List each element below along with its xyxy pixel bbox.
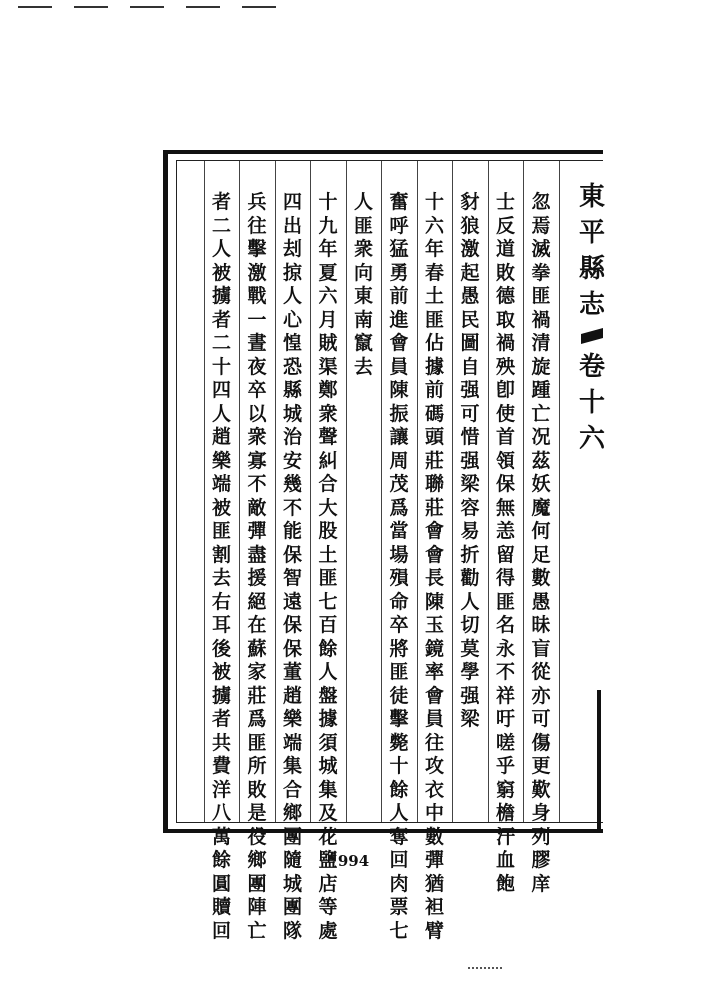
text-column: 士 反 道 敗 德 取 禍 殃 卽 使 首 領 保 無 恙 留 得 匪 名 永 不 祥 吁 嗟 乎 窮 檐 汗 血 飽 [495,191,515,895]
text-column: 十 九 年 夏 六 月 賊 渠 鄭 衆 聲 糾 合 大 股 土 匪 七 百 餘 人 盤 據 須 城 集 及 花 鹽 店 等 處 [318,191,338,942]
text-column: 忽 焉 滅 拳 匪 禍 清 旋 踵 亡 况 茲 妖 魔 何 足 數 愚 昧 盲 從 亦 可 傷 更 歎 身 列 膠 庠 [531,191,551,895]
header-title-char: 平 [578,218,605,248]
running-header [572,179,612,457]
column-rule [523,161,524,822]
text-column: 人 匪 衆 向 東 南 竄 去 [353,191,373,378]
text-column: 十 六 年 春 土 匪 佔 據 前 碼 頭 莊 聯 莊 會 會 長 陳 玉 鏡 率 會 員 往 攻 衣 中 數 彈 猶 袒 臂 [424,191,444,942]
header-volume-char: 十 [578,388,605,418]
top-edge-dashes [18,6,276,8]
text-column: 兵 往 擊 激 戰 一 晝 夜 卒 以 衆 寡 不 敵 彈 盡 援 絕 在 蘇 家 莊 爲 匪 所 敗 是 役 鄉 團 陣 亡 [247,191,267,942]
column-rule [488,161,489,822]
column-rule [239,161,240,822]
header-title-char: 縣 [578,254,605,284]
header-title-char: 志 [578,290,605,320]
header-volume-char: 六 [578,424,605,454]
column-rule [559,161,560,822]
header-title-char: 東 [578,182,605,212]
bottom-edge-dots [468,967,502,971]
column-rule [417,161,418,822]
page-number: 994 [337,852,370,870]
column-rule [204,161,205,822]
column-rule [452,161,453,822]
column-rule [310,161,311,822]
text-column: 豺 狼 激 起 愚 民 圖 自 强 可 惜 强 梁 容 易 折 勸 人 切 莫 學 强 梁 [460,191,480,730]
text-column: 奮 呼 猛 勇 前 進 會 員 陳 振 讓 周 茂 爲 當 場 殞 命 卒 將 匪 徒 擊 斃 十 餘 人 奪 回 肉 票 七 [389,191,409,942]
column-rule [346,161,347,822]
header-fishtail-mark [581,328,603,344]
text-column: 四 出 刦 掠 人 心 惶 恐 縣 城 治 安 幾 不 能 保 智 遠 保 保 董 趙 樂 端 集 合 鄉 團 隨 城 團 隊 [282,191,302,942]
column-rule [275,161,276,822]
column-rule [381,161,382,822]
text-column: 者 二 人 被 擄 者 二 十 四 人 趙 樂 端 被 匪 割 去 右 耳 後 被 擄 者 共 費 洋 八 萬 餘 圓 贖 回 [211,191,231,942]
header-volume-char: 卷 [578,352,605,382]
right-margin-rule [597,690,601,830]
